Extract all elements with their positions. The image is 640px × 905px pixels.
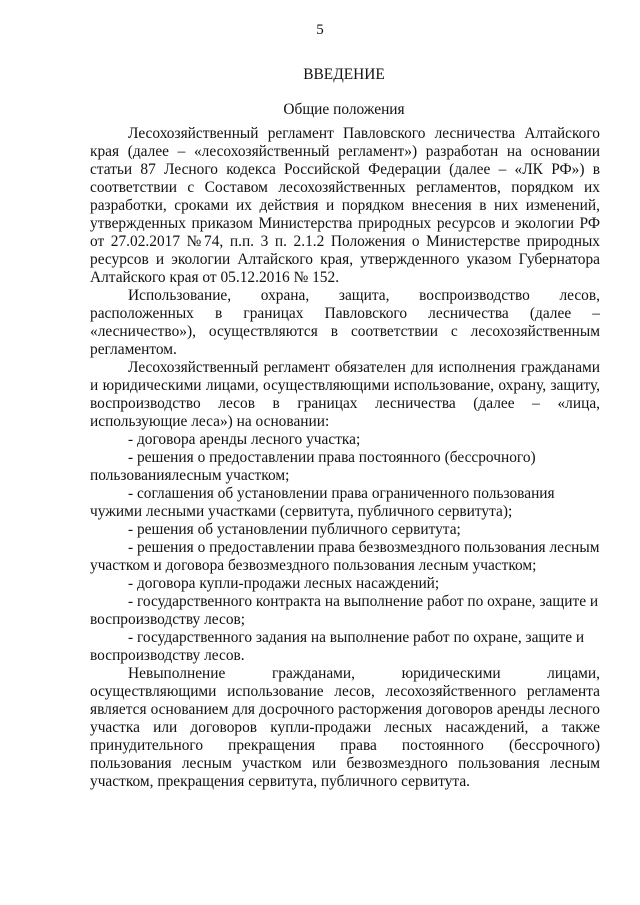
paragraph-obligation: Лесохозяйственный регламент обязателен для исполнения гражданами и юридическими лицами, осуществляющими использование, охрану, защиту, воспроизводство лесов в границах лесничества (далее – «лица, использующие леса») на основании: bbox=[90, 359, 600, 430]
list-item: - договора аренды лесного участка; bbox=[128, 431, 361, 448]
list-item: - договора купли-продажи лесных насаждений; bbox=[128, 575, 440, 592]
list-item: - решения о предоставлении права постоянного (бессрочного) пользованиялесным участком; bbox=[90, 449, 536, 484]
paragraph-violation: Невыполнение гражданами, юридическими лицами, осуществляющими использование лесов, лесохозяйственного регламента является основанием для досрочного расторжения договоров аренды лесного участка или договоров купли-продажи лесных насаждений, а также принудительного прекращения права постоянного (бессрочного) пользования лесным участком или безвозмездного пользования лесным участком, прекращения сервитута, публичного сервитута. bbox=[90, 665, 600, 790]
document-body bbox=[90, 125, 600, 791]
list-item: - государственного задания на выполнение работ по охране, защите и воспроизводству лесов. bbox=[90, 629, 585, 664]
section-title: ВВЕДЕНИЕ bbox=[303, 66, 385, 83]
list-item: - решения об установлении публичного сервитута; bbox=[128, 521, 461, 538]
basis-list bbox=[90, 431, 600, 665]
list-item: - решения о предоставлении права безвозмездного пользования лесным участком и договора безвозмездного пользования лесным участком; bbox=[90, 539, 600, 574]
section-subtitle: Общие положения bbox=[283, 101, 405, 118]
list-item: - государственного контракта на выполнение работ по охране, защите и воспроизводству лесов; bbox=[90, 593, 599, 628]
page-number: 5 bbox=[316, 22, 324, 38]
paragraph-usage: Использование, охрана, защита, воспроизводство лесов, расположенных в границах Павловского лесничества (далее – «лесничество»), осуществляются в соответствии с лесохозяйственным регламентом. bbox=[90, 287, 600, 358]
list-item: - соглашения об установлении права ограниченного пользования чужими лесными участками (сервитута, публичного сервитута); bbox=[90, 485, 555, 520]
paragraph-intro: Лесохозяйственный регламент Павловского лесничества Алтайского края (далее – «лесохозяйственный регламент») разработан на основании статьи 87 Лесного кодекса Российской Федерации (далее – «ЛК РФ») в соответствии с Составом лесохозяйственных регламентов, порядком их разработки, сроками их действия и порядком внесения в них изменений, утвержденных приказом Министерства природных ресурсов и экологии РФ от 27.02.2017 №74, п.п. 3 п. 2.1.2 Положения о Министерстве природных ресурсов и экологии Алтайского края, утвержденного указом Губернатора Алтайского края от 05.12.2016 № 152. bbox=[90, 125, 600, 286]
